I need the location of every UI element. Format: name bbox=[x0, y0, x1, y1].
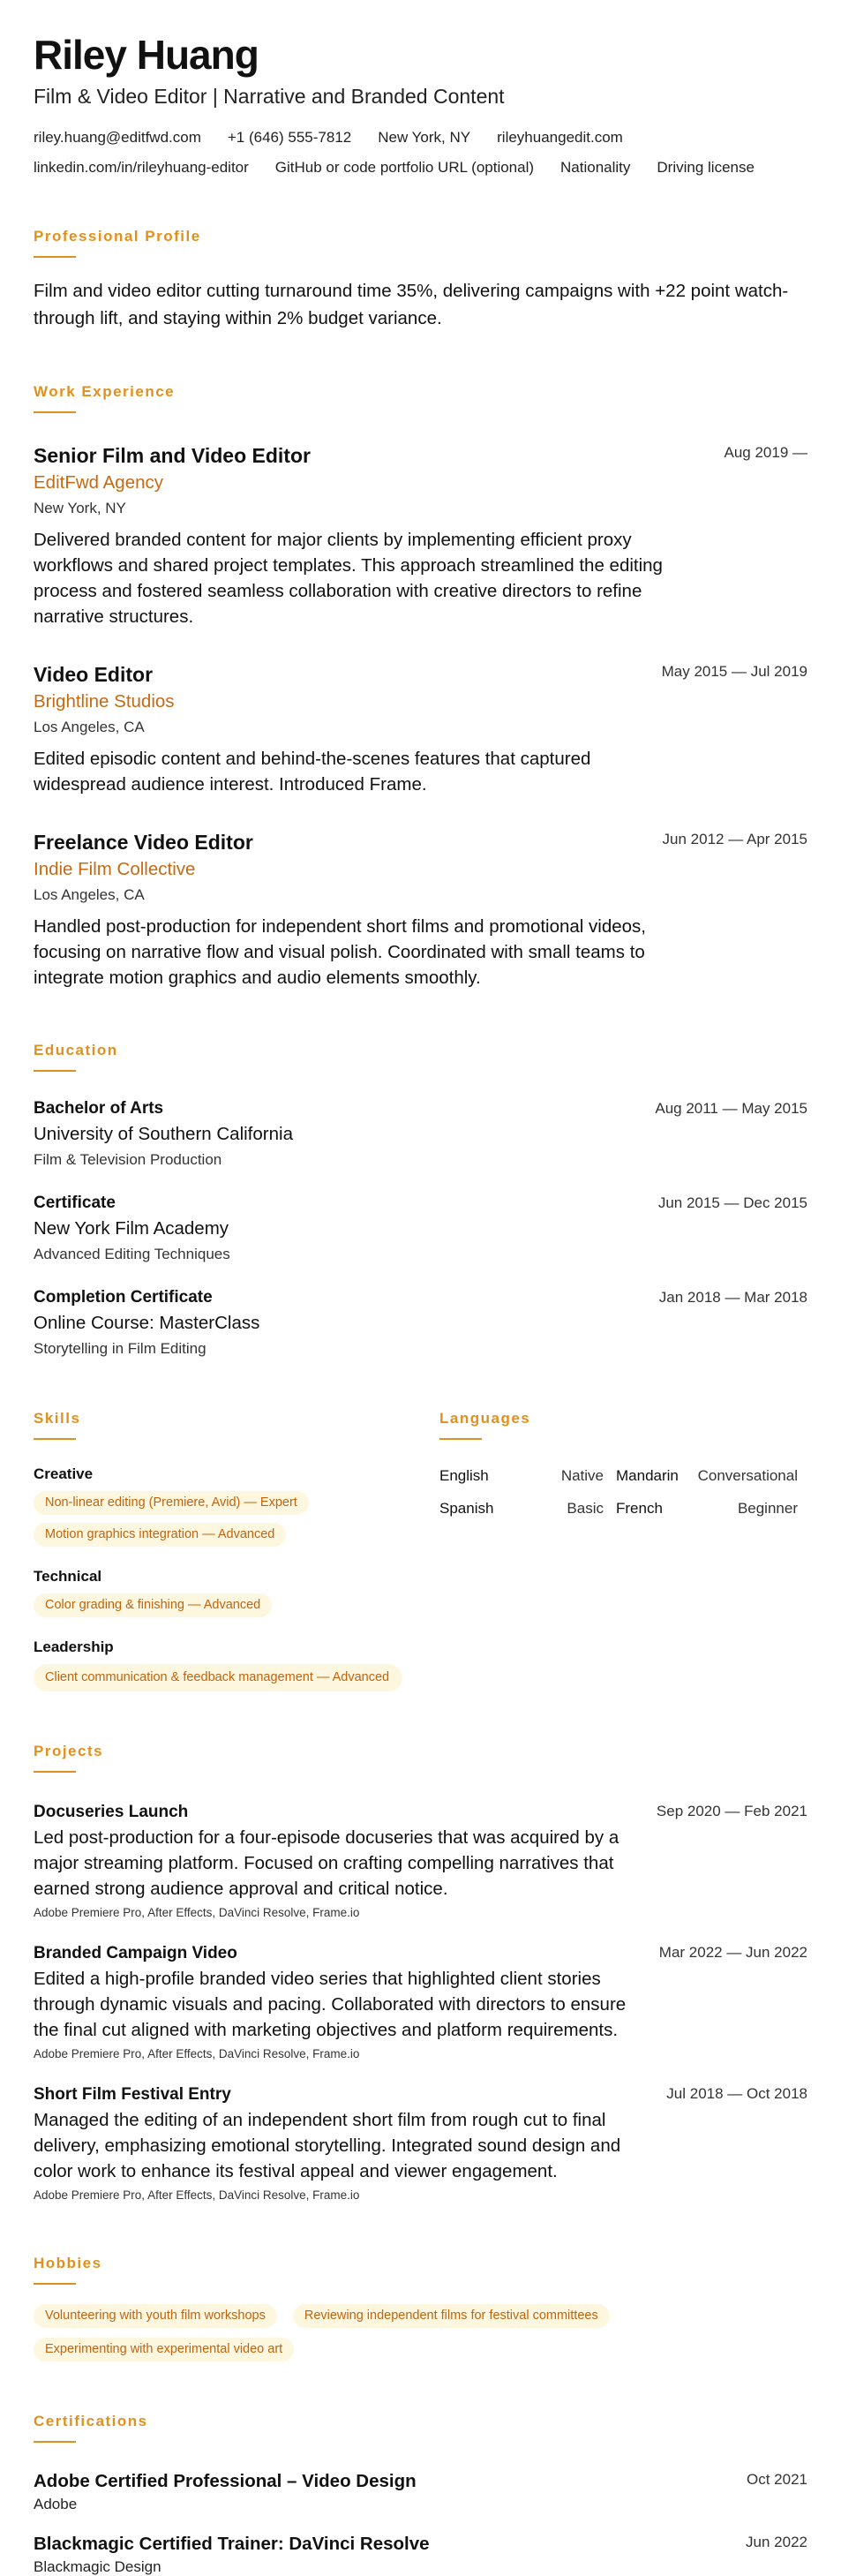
section-divider bbox=[34, 411, 76, 413]
section-title: Certifications bbox=[34, 2413, 148, 2429]
contact-github[interactable]: GitHub or code portfolio URL (optional) bbox=[274, 159, 535, 176]
skill-chip: Non-linear editing (Premiere, Avid) — Expert bbox=[34, 1491, 309, 1515]
section-title: Education bbox=[34, 1042, 118, 1058]
skills-section bbox=[34, 1410, 439, 1691]
project-list bbox=[34, 1802, 807, 2203]
contact-phone[interactable]: +1 (646) 555-7812 bbox=[227, 129, 352, 146]
section-title: Hobbies bbox=[34, 2255, 102, 2271]
language-item bbox=[616, 1500, 798, 1518]
education-item bbox=[34, 1193, 807, 1264]
certification-item bbox=[34, 2470, 807, 2513]
experience-role: Senior Film and Video Editor bbox=[34, 444, 311, 467]
experience-item bbox=[34, 661, 807, 797]
profile-section bbox=[34, 228, 807, 332]
education-section bbox=[34, 1042, 807, 1359]
experience-location: Los Angeles, CA bbox=[34, 719, 145, 735]
section-divider bbox=[34, 2283, 76, 2285]
certifications-section bbox=[34, 2413, 807, 2576]
skill-chip: Motion graphics integration — Advanced bbox=[34, 1523, 286, 1547]
section-title: Work Experience bbox=[34, 383, 176, 400]
certification-name: Adobe Certified Professional – Video Design bbox=[34, 2471, 417, 2491]
education-field: Storytelling in Film Editing bbox=[34, 1340, 206, 1357]
experience-company: EditFwd Agency bbox=[34, 472, 163, 493]
education-school: University of Southern California bbox=[34, 1124, 293, 1144]
language-level: Native bbox=[560, 1467, 604, 1484]
education-field: Film & Television Production bbox=[34, 1151, 222, 1168]
experience-role: Freelance Video Editor bbox=[34, 831, 253, 854]
section-title: Languages bbox=[439, 1410, 531, 1427]
certification-issuer: Blackmagic Design bbox=[34, 2558, 161, 2575]
candidate-name: Riley Huang bbox=[34, 32, 259, 78]
hobby-chip-list bbox=[34, 2304, 807, 2361]
skills-languages-row bbox=[34, 1410, 807, 1691]
hobby-chip: Reviewing independent films for festival committees bbox=[293, 2304, 610, 2328]
experience-company: Indie Film Collective bbox=[34, 859, 196, 879]
skill-group bbox=[34, 1568, 439, 1617]
hobby-chip: Volunteering with youth film workshops bbox=[34, 2304, 277, 2328]
project-name: Docuseries Launch bbox=[34, 1803, 189, 1821]
experience-description: Delivered branded content for major clients by implementing efficient proxy workflows and shared project templates. This approach streamlined the editing process and fostered seamless collaboration with creative directors to refine narrative structures. bbox=[34, 530, 663, 627]
language-list bbox=[439, 1467, 807, 1518]
project-description: Led post-production for a four-episode docuseries that was acquired by a major streaming platform. Focused on crafting compelling narratives that earned strong audience approval and critical notice. bbox=[34, 1827, 619, 1899]
language-name: French bbox=[616, 1500, 663, 1517]
project-tools: Adobe Premiere Pro, After Effects, DaVinci Resolve, Frame.io bbox=[34, 2047, 360, 2060]
contact-list bbox=[34, 129, 807, 177]
project-description: Edited a high-profile branded video series that highlighted client stories through dynamic visuals and pacing. Collaborated with directors to ensure the final cut aligned with marketing objectives and platform requirements. bbox=[34, 1969, 627, 2040]
education-dates: Jun 2015 — Dec 2015 bbox=[657, 1194, 807, 1211]
project-name: Short Film Festival Entry bbox=[34, 2085, 231, 2104]
section-divider bbox=[34, 1771, 76, 1773]
project-item bbox=[34, 1802, 807, 1921]
profile-summary: Film and video editor cutting turnaround time 35%, delivering campaigns with +22 point watch-through lift, and staying within 2% budget variance. bbox=[34, 281, 789, 328]
section-divider bbox=[34, 1070, 76, 1072]
language-level: Basic bbox=[567, 1500, 604, 1517]
education-field: Advanced Editing Techniques bbox=[34, 1246, 230, 1262]
candidate-subtitle: Film & Video Editor | Narrative and Branded Content bbox=[34, 85, 505, 108]
experience-list bbox=[34, 442, 807, 990]
contact-location: New York, NY bbox=[378, 129, 471, 146]
project-item bbox=[34, 2084, 807, 2203]
education-list bbox=[34, 1098, 807, 1359]
certification-list bbox=[34, 2470, 807, 2576]
education-item bbox=[34, 1287, 807, 1359]
skill-chip-list bbox=[34, 1491, 439, 1547]
certification-issuer: Adobe bbox=[34, 2496, 78, 2512]
experience-description: Handled post-production for independent short films and promotional videos, focusing on narrative flow and visual polish. Coordinated with small teams to integrate motion graphics and audio elements smoothly. bbox=[34, 916, 646, 988]
skill-group bbox=[34, 1638, 439, 1691]
skill-group-title: Leadership bbox=[34, 1638, 114, 1655]
education-item bbox=[34, 1098, 807, 1170]
contact-website[interactable]: rileyhuangedit.com bbox=[497, 129, 623, 146]
language-name: Mandarin bbox=[616, 1467, 679, 1484]
contact-linkedin[interactable]: linkedin.com/in/rileyhuang-editor bbox=[34, 159, 249, 176]
experience-company: Brightline Studios bbox=[34, 691, 175, 712]
project-dates: Mar 2022 — Jun 2022 bbox=[658, 1944, 807, 1961]
section-divider bbox=[439, 1438, 482, 1440]
section-title: Projects bbox=[34, 1743, 104, 1759]
language-item bbox=[616, 1467, 798, 1485]
experience-dates: May 2015 — Jul 2019 bbox=[661, 663, 807, 680]
resume-header bbox=[34, 32, 807, 177]
skill-chip-list bbox=[34, 1593, 439, 1617]
skill-chip: Client communication & feedback management — Advanced bbox=[34, 1664, 402, 1691]
project-dates: Sep 2020 — Feb 2021 bbox=[656, 1803, 807, 1819]
section-title: Professional Profile bbox=[34, 228, 201, 245]
skill-group-title: Creative bbox=[34, 1465, 94, 1482]
education-degree: Bachelor of Arts bbox=[34, 1099, 164, 1118]
project-tools: Adobe Premiere Pro, After Effects, DaVinci Resolve, Frame.io bbox=[34, 1906, 360, 1919]
education-dates: Aug 2011 — May 2015 bbox=[655, 1100, 807, 1117]
language-level: Conversational bbox=[697, 1467, 798, 1484]
language-name: English bbox=[439, 1467, 489, 1484]
languages-section bbox=[439, 1410, 807, 1691]
education-degree: Certificate bbox=[34, 1194, 116, 1212]
project-item bbox=[34, 1943, 807, 2062]
experience-section bbox=[34, 383, 807, 990]
language-name: Spanish bbox=[439, 1500, 494, 1517]
contact-nationality: Nationality bbox=[560, 159, 631, 176]
education-school: New York Film Academy bbox=[34, 1218, 229, 1239]
language-level: Beginner bbox=[737, 1500, 798, 1517]
section-divider bbox=[34, 1438, 76, 1440]
experience-dates: Jun 2012 — Apr 2015 bbox=[662, 831, 807, 847]
experience-location: Los Angeles, CA bbox=[34, 886, 145, 903]
skill-group-title: Technical bbox=[34, 1568, 102, 1585]
section-title: Skills bbox=[34, 1410, 81, 1427]
experience-location: New York, NY bbox=[34, 500, 126, 516]
skill-group bbox=[34, 1465, 439, 1547]
language-item bbox=[439, 1467, 616, 1485]
projects-section bbox=[34, 1743, 807, 2203]
education-school: Online Course: MasterClass bbox=[34, 1313, 260, 1333]
section-divider bbox=[34, 2441, 76, 2443]
project-description: Managed the editing of an independent short film from rough cut to final delivery, emphasizing emotional storytelling. Integrated sound design and color work to enhance its festival appeal and viewer engagement. bbox=[34, 2110, 621, 2181]
certification-name: Blackmagic Certified Trainer: DaVinci Resolve bbox=[34, 2534, 430, 2554]
contact-driving-license: Driving license bbox=[657, 159, 755, 176]
skill-chip-list bbox=[34, 1664, 439, 1691]
certification-date: Oct 2021 bbox=[747, 2471, 807, 2488]
project-tools: Adobe Premiere Pro, After Effects, DaVinci Resolve, Frame.io bbox=[34, 2188, 360, 2202]
project-dates: Jul 2018 — Oct 2018 bbox=[666, 2085, 807, 2102]
experience-description: Edited episodic content and behind-the-scenes features that captured widespread audience interest. Introduced Frame. bbox=[34, 749, 591, 795]
section-divider bbox=[34, 256, 76, 258]
education-degree: Completion Certificate bbox=[34, 1288, 213, 1307]
language-item bbox=[439, 1500, 616, 1518]
skill-chip: Color grading & finishing — Advanced bbox=[34, 1593, 272, 1617]
certification-date: Jun 2022 bbox=[746, 2534, 807, 2550]
hobby-chip: Experimenting with experimental video art bbox=[34, 2338, 294, 2361]
education-dates: Jan 2018 — Mar 2018 bbox=[658, 1289, 807, 1306]
experience-dates: Aug 2019 — bbox=[724, 444, 807, 461]
hobbies-section bbox=[34, 2255, 807, 2361]
experience-item bbox=[34, 829, 807, 990]
experience-item bbox=[34, 442, 807, 629]
project-name: Branded Campaign Video bbox=[34, 1944, 237, 1962]
experience-role: Video Editor bbox=[34, 663, 154, 686]
contact-email[interactable]: riley.huang@editfwd.com bbox=[34, 129, 201, 146]
